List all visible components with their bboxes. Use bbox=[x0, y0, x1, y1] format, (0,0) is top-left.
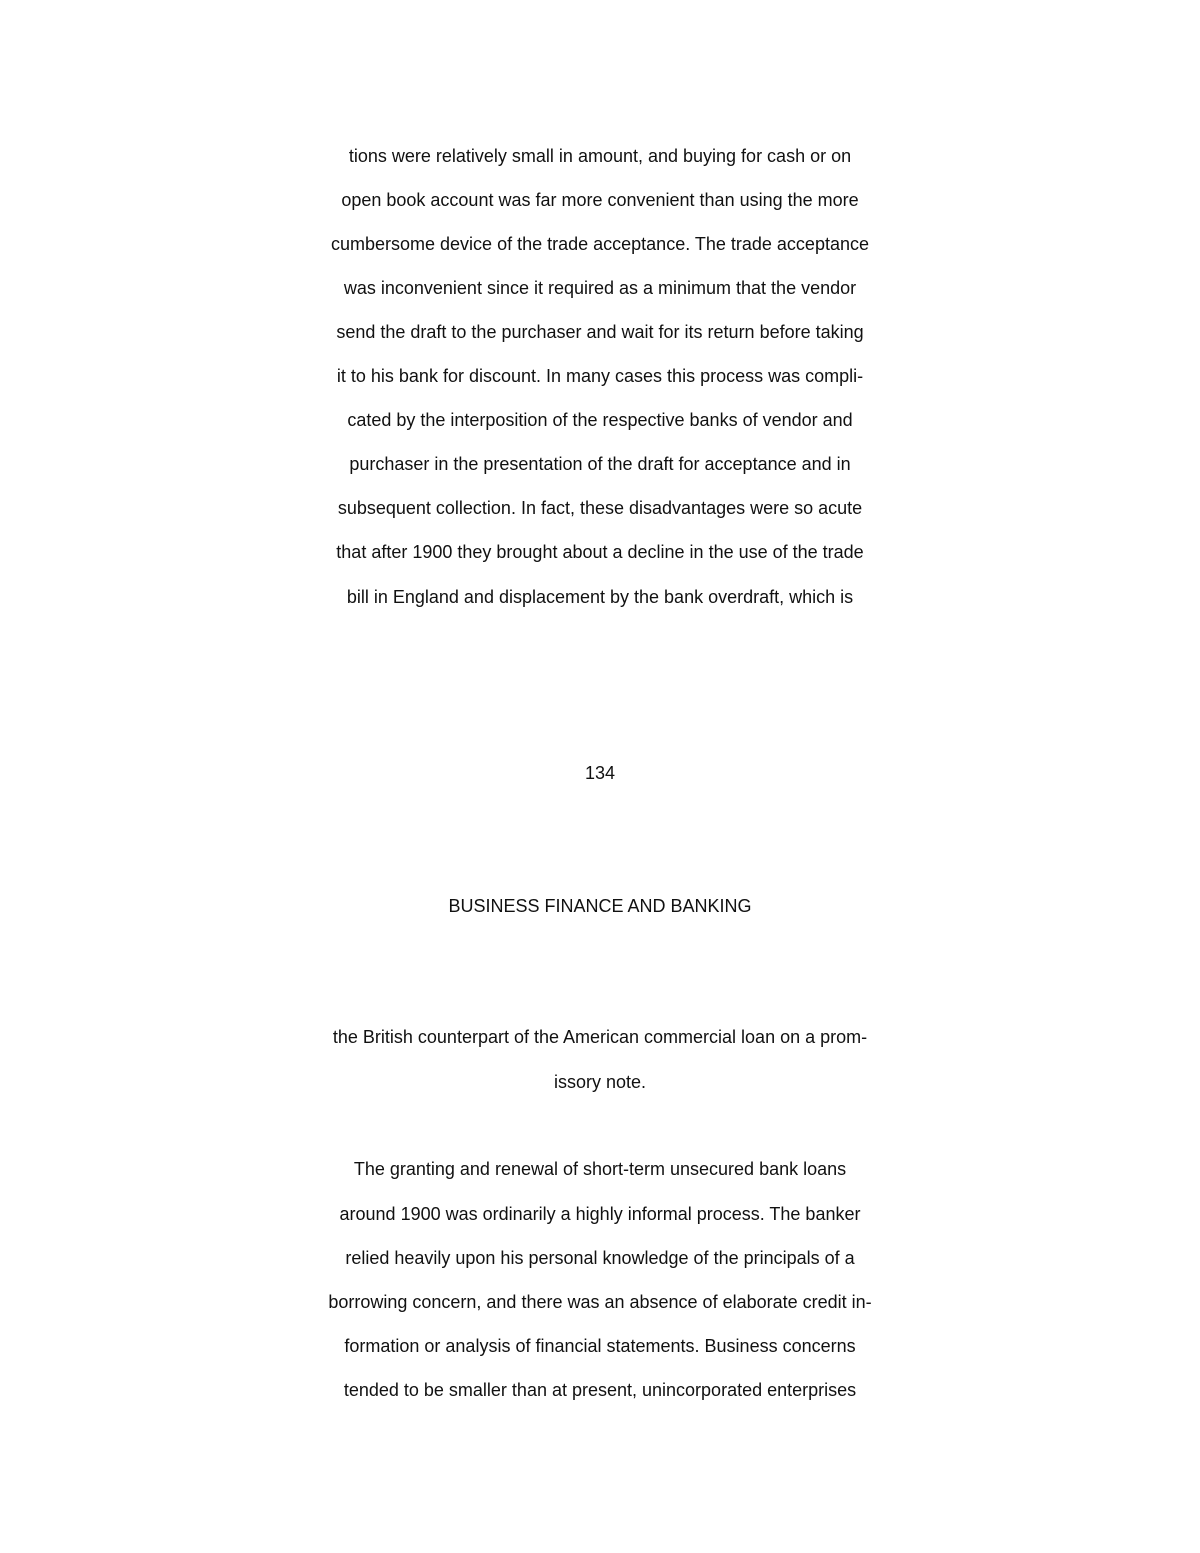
text-line: was inconvenient since it required as a minimum that the vendor bbox=[343, 278, 857, 298]
text-line: purchaser in the presentation of the draft for acceptance and in bbox=[349, 454, 851, 474]
text-line: that after 1900 they brought about a decline in the use of the trade bbox=[336, 542, 864, 562]
text-line: cated by the interposition of the respective banks of vendor and bbox=[347, 410, 853, 430]
text-line: tended to be smaller than at present, unincorporated enterprises bbox=[343, 1380, 857, 1400]
text-line: open book account was far more convenient than using the more bbox=[341, 190, 859, 210]
text-line: bill in England and displacement by the bank overdraft, which is bbox=[346, 587, 854, 607]
text-line: tions were relatively small in amount, and buying for cash or on bbox=[348, 146, 852, 166]
text-line: subsequent collection. In fact, these disadvantages were so acute bbox=[337, 498, 863, 518]
text-line: send the draft to the purchaser and wait for its return before taking bbox=[336, 322, 864, 342]
text-line: issory note. bbox=[553, 1072, 647, 1092]
text-line: formation or analysis of financial statements. Business concerns bbox=[344, 1336, 856, 1356]
text-line: it to his bank for discount. In many cases this process was compli- bbox=[336, 366, 864, 386]
text-line: cumbersome device of the trade acceptance. The trade acceptance bbox=[331, 234, 869, 254]
text-line: borrowing concern, and there was an absence of elaborate credit in- bbox=[328, 1292, 872, 1312]
text-line: the British counterpart of the American commercial loan on a prom- bbox=[332, 1027, 868, 1047]
text-line: relied heavily upon his personal knowledge of the principals of a bbox=[345, 1248, 855, 1268]
running-header: BUSINESS FINANCE AND BANKING bbox=[448, 896, 752, 916]
text-line: The granting and renewal of short-term unsecured bank loans bbox=[353, 1159, 847, 1179]
page-number: 134 bbox=[584, 763, 616, 783]
text-line: around 1900 was ordinarily a highly informal process. The banker bbox=[339, 1204, 861, 1224]
